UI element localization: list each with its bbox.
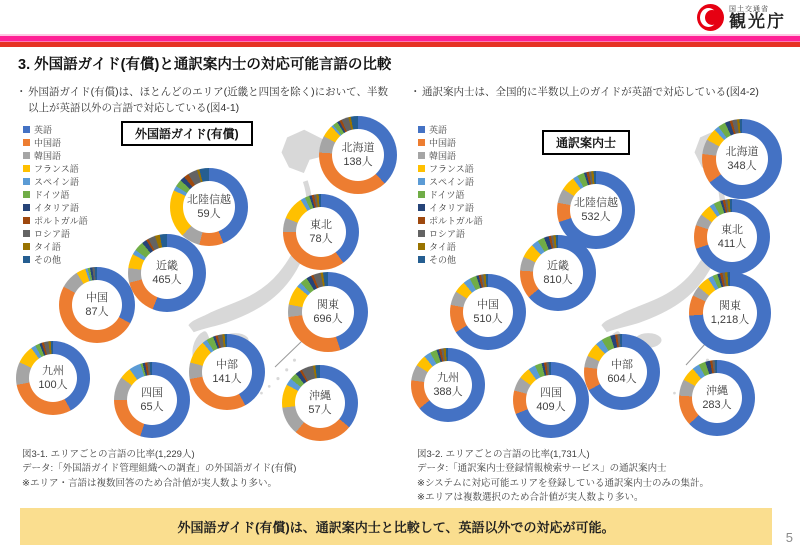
legend-swatch xyxy=(23,178,30,185)
donut-hole xyxy=(692,373,742,423)
legend-label: ロシア語 xyxy=(429,229,466,239)
region-name: 中部 xyxy=(216,358,238,371)
legend-label: 韓国語 xyxy=(429,151,457,161)
donut-近畿 xyxy=(128,234,206,312)
donut-hole xyxy=(127,375,177,425)
donut-hole xyxy=(424,361,472,409)
donut-hole xyxy=(183,181,235,233)
legend-swatch xyxy=(23,230,30,237)
legend-swatch xyxy=(23,243,30,250)
region-name: 九州 xyxy=(42,364,64,377)
legend-item xyxy=(418,136,483,149)
region-name: 中国 xyxy=(477,298,499,311)
region-name: 東北 xyxy=(721,223,743,236)
page-number: 5 xyxy=(785,530,793,545)
bullet-marker: ・ xyxy=(410,86,421,98)
legend-swatch xyxy=(418,178,425,185)
legend-label: 中国語 xyxy=(34,138,62,148)
donut-hole xyxy=(707,212,757,262)
region-name: 九州 xyxy=(437,371,459,384)
legend-item xyxy=(23,162,88,175)
donut-九州 xyxy=(16,341,90,415)
legend-label: イタリア語 xyxy=(429,203,475,213)
caption-line: ※エリア・言語は複数回答のため合計値が実人数より多い。 xyxy=(22,477,277,489)
legend-item xyxy=(418,188,483,201)
legend-item xyxy=(23,123,88,136)
region-count: 100人 xyxy=(38,379,68,391)
donut-hole xyxy=(533,248,583,298)
legend-swatch xyxy=(23,217,30,224)
region-name: 中国 xyxy=(86,291,108,304)
legend-swatch xyxy=(418,217,425,224)
legend-label: 韓国語 xyxy=(34,151,62,161)
donut-東北 xyxy=(694,199,770,275)
region-name: 東北 xyxy=(310,218,332,231)
legend-label: その他 xyxy=(429,255,457,265)
legend-swatch xyxy=(418,243,425,250)
page-title: 3. 外国語ガイド(有償)と通訳案内士の対応可能言語の比較 xyxy=(18,57,392,73)
legend-label: スペイン語 xyxy=(429,177,475,187)
region-count: 409人 xyxy=(536,401,566,413)
donut-東北 xyxy=(283,194,359,270)
legend-label: ポルトガル語 xyxy=(429,216,483,226)
donut-中国 xyxy=(59,267,135,343)
region-name: 北海道 xyxy=(725,145,759,158)
legend-swatch xyxy=(23,139,30,146)
region-count: 810人 xyxy=(543,274,573,286)
region-count: 696人 xyxy=(313,313,343,325)
region-count: 78人 xyxy=(309,233,333,245)
donut-hole xyxy=(29,354,77,402)
legend-label: ドイツ語 xyxy=(429,190,465,200)
legend-label: フランス語 xyxy=(429,164,474,174)
legend-item xyxy=(418,149,483,162)
region-count: 65人 xyxy=(140,401,164,413)
legend-label: タイ語 xyxy=(429,242,456,252)
region-name: 北陸信越 xyxy=(187,193,231,206)
legend-label: ポルトガル語 xyxy=(34,216,88,226)
donut-hole xyxy=(597,347,647,397)
donut-hole xyxy=(463,287,513,337)
region-count: 283人 xyxy=(702,399,732,411)
legend-label: タイ語 xyxy=(34,242,61,252)
donut-北陸信越 xyxy=(170,168,248,246)
region-name: 近畿 xyxy=(156,259,178,272)
region-count: 87人 xyxy=(85,306,109,318)
region-count: 59人 xyxy=(197,208,221,220)
region-count: 465人 xyxy=(152,274,182,286)
legend-swatch xyxy=(23,126,30,133)
bullet-left xyxy=(16,84,398,117)
region-name: 四国 xyxy=(141,386,163,399)
legend-swatch xyxy=(23,152,30,159)
legend-swatch xyxy=(418,256,425,263)
region-count: 1,218人 xyxy=(710,314,750,326)
region-count: 411人 xyxy=(717,238,747,250)
conclusion-band xyxy=(20,508,772,545)
donut-四国 xyxy=(513,362,589,438)
panel-licensed-guide-interpreters xyxy=(410,115,795,507)
donut-北海道 xyxy=(702,119,782,199)
caption-line: ※システムに対応可能エリアを登録している通訳案内士のみの集計。 xyxy=(417,477,710,489)
legend-item xyxy=(418,240,483,253)
region-count: 57人 xyxy=(308,404,332,416)
legend-swatch xyxy=(23,191,30,198)
region-name: 近畿 xyxy=(547,259,569,272)
jta-sun-logo-icon xyxy=(697,4,724,31)
legend-label: 英語 xyxy=(429,125,448,135)
ministry-name: 国土交通省 xyxy=(729,5,769,13)
region-count: 510人 xyxy=(473,313,503,325)
legend-item xyxy=(23,214,88,227)
legend-label: フランス語 xyxy=(34,164,79,174)
donut-hole xyxy=(295,378,345,428)
donut-近畿 xyxy=(520,235,596,311)
donut-hole xyxy=(296,207,346,257)
region-count: 138人 xyxy=(343,156,373,168)
legend-swatch xyxy=(418,126,425,133)
caption-line: ※エリアは複数選択のため合計値が実人数より多い。 xyxy=(417,491,644,503)
legend-label: 中国語 xyxy=(429,138,457,148)
donut-中部 xyxy=(189,334,265,410)
legend-item xyxy=(418,123,483,136)
legend-label: ロシア語 xyxy=(34,229,71,239)
legend-item xyxy=(23,240,88,253)
agency-name: 観光庁 xyxy=(729,11,786,31)
legend-swatch xyxy=(418,152,425,159)
legend-item xyxy=(418,162,483,175)
legend-swatch xyxy=(418,204,425,211)
region-count: 388人 xyxy=(433,386,463,398)
bullet-marker: ・ xyxy=(16,86,27,98)
legend xyxy=(23,123,88,266)
legend-swatch xyxy=(23,204,30,211)
logo-text xyxy=(729,6,786,30)
legend-item xyxy=(418,227,483,240)
legend-label: 英語 xyxy=(34,125,53,135)
donut-hole xyxy=(332,129,384,181)
donut-中国 xyxy=(450,274,526,350)
region-name: 関東 xyxy=(317,298,339,311)
caption-line: 図3-1. エリアごとの言語の比率(1,229人) xyxy=(22,449,195,460)
legend-label: スペイン語 xyxy=(34,177,80,187)
donut-hole xyxy=(202,347,252,397)
donut-hole xyxy=(302,286,354,338)
donut-北海道 xyxy=(319,116,397,194)
donut-hole xyxy=(526,375,576,425)
panel-foreign-language-guides xyxy=(15,115,400,507)
region-count: 532人 xyxy=(581,211,611,223)
legend-swatch xyxy=(418,191,425,198)
legend-item xyxy=(23,253,88,266)
legend-item xyxy=(23,201,88,214)
donut-hole xyxy=(703,286,757,340)
legend-item xyxy=(23,136,88,149)
legend-item xyxy=(23,175,88,188)
legend-item xyxy=(418,175,483,188)
region-name: 中部 xyxy=(611,358,633,371)
donut-四国 xyxy=(114,362,190,438)
region-name: 四国 xyxy=(540,386,562,399)
region-name: 北陸信越 xyxy=(574,196,618,209)
legend-label: ドイツ語 xyxy=(34,190,70,200)
panel-label: 外国語ガイド(有償) xyxy=(121,121,253,146)
region-name: 沖縄 xyxy=(309,389,331,402)
legend-swatch xyxy=(23,256,30,263)
donut-沖縄 xyxy=(679,360,755,436)
caption-line: データ:「通訳案内士登録情報検索サービス」の通訳案内士 xyxy=(417,463,667,475)
bullet-right xyxy=(410,84,796,100)
legend-item xyxy=(23,149,88,162)
header-accent-bar xyxy=(0,34,800,47)
bullet-left-text: 外国語ガイド(有償)は、ほとんどのエリア(近畿と四国を除く)において、半数以上が英語以外の言語で対応している(図4-1) xyxy=(28,86,388,115)
legend-swatch xyxy=(418,230,425,237)
donut-関東 xyxy=(689,272,771,354)
region-count: 604人 xyxy=(607,373,637,385)
conclusion-message: 外国語ガイド(有償)は、通訳案内士と比較して、英語以外での対応が可能。 xyxy=(177,520,615,535)
legend-item xyxy=(418,214,483,227)
donut-中部 xyxy=(584,334,660,410)
donut-関東 xyxy=(288,272,368,352)
donut-hole xyxy=(570,184,622,236)
legend-label: イタリア語 xyxy=(34,203,80,213)
caption-line: データ:「外国語ガイド管理組織への調査」の外国語ガイド(有償) xyxy=(22,463,297,475)
donut-沖縄 xyxy=(282,365,358,441)
caption-line: 図3-2. エリアごとの言語の比率(1,731人) xyxy=(417,449,590,460)
donut-hole xyxy=(72,280,122,330)
region-name: 関東 xyxy=(719,299,741,312)
legend xyxy=(418,123,483,266)
region-count: 348人 xyxy=(727,160,757,172)
donut-hole xyxy=(716,133,768,185)
legend-swatch xyxy=(23,165,30,172)
legend-item xyxy=(418,253,483,266)
legend-item xyxy=(418,201,483,214)
donut-hole xyxy=(141,247,193,299)
agency-logo xyxy=(697,4,786,31)
panel-label: 通訳案内士 xyxy=(542,130,630,155)
bullet-right-text: 通訳案内士は、全国的に半数以上のガイドが英語で対応している(図4-2) xyxy=(422,86,759,98)
legend-swatch xyxy=(418,139,425,146)
legend-label: その他 xyxy=(34,255,62,265)
donut-九州 xyxy=(411,348,485,422)
legend-item xyxy=(23,227,88,240)
region-count: 141人 xyxy=(212,373,242,385)
region-name: 沖縄 xyxy=(706,384,728,397)
region-name: 北海道 xyxy=(341,141,375,154)
legend-swatch xyxy=(418,165,425,172)
legend-item xyxy=(23,188,88,201)
